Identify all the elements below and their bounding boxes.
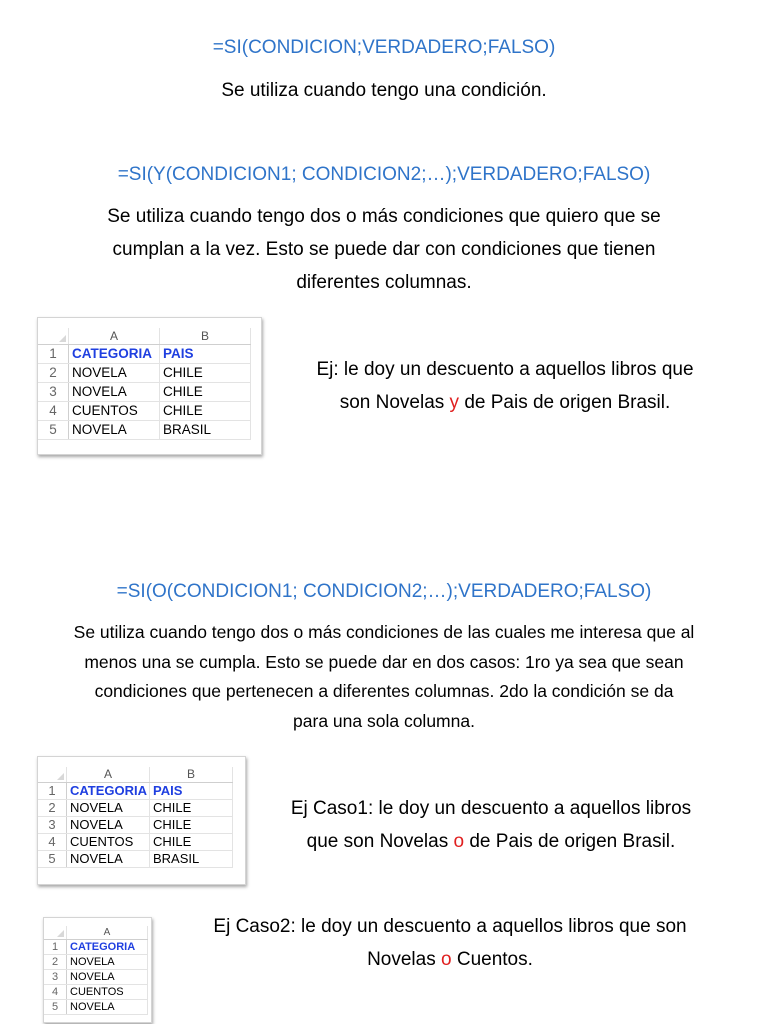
description-line: Se utiliza cuando tengo dos o más condiciones de las cuales me interesa que al — [73, 622, 695, 642]
description-line: menos una se cumpla. Esto se puede dar en dos casos: 1ro ya sea que sean — [84, 651, 684, 672]
example-text: de Pais de origen Brasil. — [459, 392, 671, 413]
table-cell: NOVELA — [67, 799, 150, 816]
formula-si: =SI(CONDICION;VERDADERO;FALSO) — [212, 37, 556, 58]
description-line: Se utiliza cuando tengo dos o más condiciones que quiero que se — [107, 206, 661, 227]
column-header: A — [69, 328, 160, 344]
header-cell-categoria: CATEGORIA — [69, 344, 160, 363]
table-cell: NOVELA — [67, 850, 150, 867]
row-number: 5 — [38, 420, 69, 439]
formula-si-o: =SI(O(CONDICION1; CONDICION2;…);VERDADERO;FALSO) — [116, 581, 652, 602]
description-line: condiciones que pertenecen a diferentes columnas. 2do la condición se da — [94, 681, 674, 701]
example-si-o-caso2 — [170, 910, 730, 976]
row-number: 3 — [38, 816, 67, 833]
description-si-o — [14, 618, 754, 736]
column-header: B — [150, 767, 233, 782]
example-text: son Novelas — [339, 392, 450, 413]
table-cell: BRASIL — [160, 420, 251, 439]
highlight-o: o — [441, 949, 452, 970]
description-si-y — [20, 200, 748, 299]
table-cell: CHILE — [160, 401, 251, 420]
table-cell: CHILE — [160, 382, 251, 401]
header-cell-categoria: CATEGORIA — [67, 939, 148, 954]
spreadsheet-table — [38, 767, 233, 868]
formula-si-y: =SI(Y(CONDICION1; CONDICION2;…);VERDADERO;FALSO) — [117, 164, 651, 185]
row-number: 4 — [44, 984, 67, 999]
row-number: 4 — [38, 401, 69, 420]
description-line: cumplan a la vez. Esto se puede dar con condiciones que tienen — [112, 239, 656, 260]
table-cell: NOVELA — [67, 969, 148, 984]
table-cell: NOVELA — [67, 954, 148, 969]
row-number: 2 — [38, 363, 69, 382]
table-cell: CUENTOS — [67, 984, 148, 999]
spreadsheet-example-o-caso2 — [43, 917, 152, 1023]
example-line: Ej Caso2: le doy un descuento a aquellos libros que son — [213, 916, 687, 937]
column-header: A — [67, 767, 150, 782]
row-number: 1 — [38, 782, 67, 799]
corner-cell — [38, 767, 67, 782]
example-line — [256, 825, 726, 858]
row-number: 2 — [44, 954, 67, 969]
highlight-o: o — [453, 831, 465, 852]
corner-cell — [44, 926, 67, 939]
spreadsheet-table — [38, 328, 251, 440]
spreadsheet-example-y — [37, 317, 262, 455]
row-number: 1 — [44, 939, 67, 954]
row-number: 5 — [44, 999, 67, 1014]
description-line: para una sola columna. — [293, 710, 475, 731]
row-number: 3 — [44, 969, 67, 984]
example-line: Ej Caso1: le doy un descuento a aquellos libros — [290, 798, 692, 819]
spreadsheet-example-o-caso1 — [37, 756, 246, 885]
table-cell: BRASIL — [150, 850, 233, 867]
table-cell: CHILE — [150, 799, 233, 816]
table-cell: NOVELA — [67, 999, 148, 1014]
column-header: B — [160, 328, 251, 344]
header-cell-categoria: CATEGORIA — [67, 782, 150, 799]
column-header: A — [67, 926, 148, 939]
example-line — [280, 386, 730, 419]
table-cell: NOVELA — [69, 382, 160, 401]
table-cell: CHILE — [150, 833, 233, 850]
row-number: 2 — [38, 799, 67, 816]
header-cell-pais: PAIS — [160, 344, 251, 363]
table-cell: NOVELA — [69, 363, 160, 382]
example-text: Cuentos. — [451, 949, 533, 970]
row-number: 1 — [38, 344, 69, 363]
example-text: Novelas — [367, 949, 441, 970]
table-cell: CUENTOS — [69, 401, 160, 420]
spreadsheet-table — [44, 926, 148, 1015]
example-si-o-caso1 — [256, 792, 726, 858]
example-text: de Pais de origen Brasil. — [464, 831, 676, 852]
row-number: 5 — [38, 850, 67, 867]
example-si-y — [280, 353, 730, 419]
example-text: que son Novelas — [306, 831, 454, 852]
description-si: Se utiliza cuando tengo una condición. — [221, 80, 547, 101]
table-cell: NOVELA — [69, 420, 160, 439]
header-cell-pais: PAIS — [150, 782, 233, 799]
table-cell: CHILE — [150, 816, 233, 833]
corner-cell — [38, 328, 69, 344]
table-cell: NOVELA — [67, 816, 150, 833]
table-cell: CUENTOS — [67, 833, 150, 850]
row-number: 4 — [38, 833, 67, 850]
description-line: diferentes columnas. — [296, 272, 472, 293]
example-line: Ej: le doy un descuento a aquellos libros que — [316, 359, 694, 380]
row-number: 3 — [38, 382, 69, 401]
table-cell: CHILE — [160, 363, 251, 382]
example-line — [170, 943, 730, 976]
highlight-y: y — [449, 392, 460, 413]
